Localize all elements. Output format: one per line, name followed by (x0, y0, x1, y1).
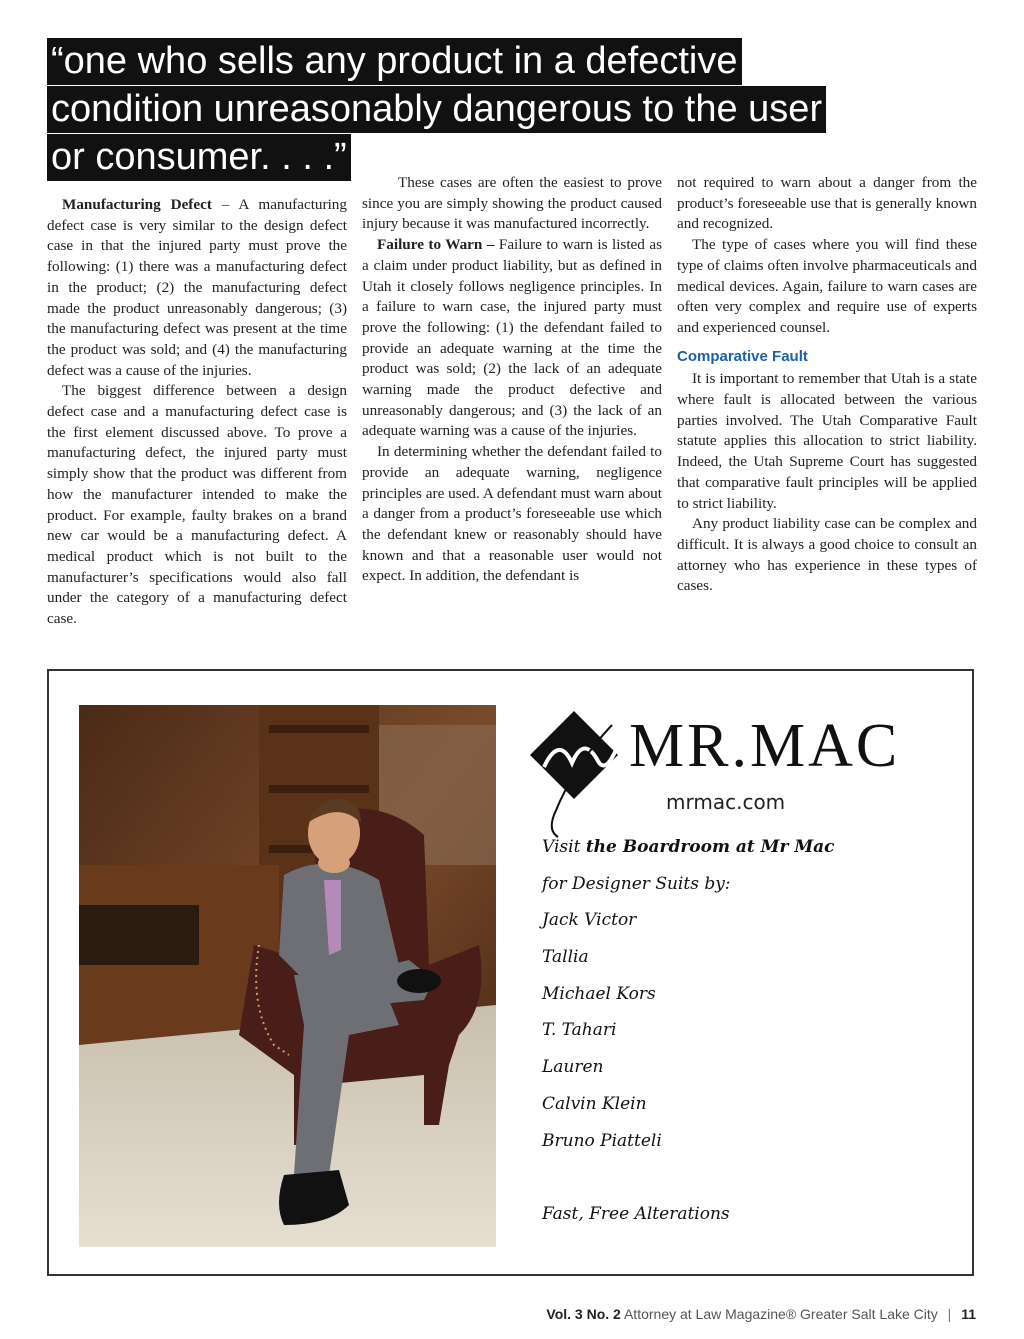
paragraph-text: Failure to warn is listed as a claim under product liability, but as defined in Utah it closely follows negligence principles. In a failure to warn case, the injured party must prove the following: (1) the defendant failed to provide an adequate warning at the time the product was sold; (2) the lack of an adequate warning made the product defective and unreasonably dangerous; and (3) the lack of an adequate warning was a cause of the injuries. (362, 236, 662, 440)
paragraph: It is important to remember that Utah is a state where fault is allocated between the various parties involved. The Utah Comparative Fault statute applies this allocation to strict liability. Indeed, the Utah Supreme Court has suggested that comparative fault principles will be applied to strict liability. (677, 370, 977, 512)
ad-brand-item: Calvin Klein (542, 1093, 647, 1114)
footer-volume: Vol. 3 No. 2 (546, 1306, 621, 1322)
footer-magazine: Attorney at Law Magazine® Greater Salt Lake City (623, 1306, 938, 1322)
page-number: 11 (961, 1306, 976, 1322)
ad-boardroom-text: the Boardroom at Mr Mac (585, 837, 835, 857)
paragraph-text: – A manufacturing defect case is very similar to the design defect case in that the injured party must prove the following: (1) there was a manufacturing defect in the product; (2) the manufacturing defect made the product unreasonably dangerous; (3) the manufacturing defect was present at the time the product was sold; and (4) the manufacturing defect was a cause of the injuries. (47, 196, 347, 379)
article-column-3 (677, 173, 977, 597)
ad-brand-item: T. Tahari (542, 1020, 617, 1041)
ad-brand-item: Jack Victor (542, 910, 637, 931)
paragraph: These cases are often the easiest to prove since you are simply showing the product caused injury because it was manufactured incorrectly. (362, 174, 662, 233)
ad-visit-text: Visit (542, 837, 586, 857)
page-footer (546, 1306, 976, 1322)
paragraph: The type of cases where you will find these type of claims often involve pharmaceuticals and medical devices. Again, failure to warn cases are often very complex and require use of experts and experienced counsel. (677, 236, 977, 336)
brand-url: mrmac.com (666, 790, 786, 814)
pull-quote (47, 38, 907, 182)
ad-brand-item: Lauren (542, 1057, 604, 1078)
brand-name: MR.MAC (629, 712, 901, 780)
pull-quote-line: condition unreasonably dangerous to the user (47, 86, 826, 133)
ad-visit-line (542, 829, 962, 866)
ad-alterations-line: Fast, Free Alterations (542, 1203, 730, 1224)
pull-quote-line: “one who sells any product in a defective (47, 38, 742, 85)
article-column-1 (47, 195, 347, 630)
section-lead: Manufacturing Defect (62, 196, 212, 213)
article-column-2 (362, 173, 662, 587)
ad-text-list (542, 829, 962, 1233)
pull-quote-line: or consumer. . . .” (47, 134, 351, 181)
paragraph: In determining whether the defendant failed to provide an adequate warning, negligence principles are used. A defendant must warn about a danger from a product’s foreseeable use which the defendant knew or reasonably should have known and that a reasonable user would not expect. In addition, the defendant is (362, 443, 662, 585)
section-lead: Failure to Warn – (377, 236, 495, 254)
footer-separator: | (947, 1306, 952, 1322)
paragraph: Any product liability case can be complex and difficult. It is always a good choice to consult an attorney who has experience in these types of cases. (677, 515, 977, 595)
portrait-illustration (79, 705, 496, 1247)
paragraph (47, 195, 347, 381)
ad-brand-item: Michael Kors (542, 983, 656, 1004)
mr-mac-logo-icon (514, 705, 634, 845)
advertisement (47, 669, 974, 1276)
ad-brand-item: Bruno Piatteli (542, 1130, 662, 1151)
ad-brand-item: Tallia (542, 947, 589, 968)
paragraph: not required to warn about a danger from the product’s foreseeable use that is generally known and recognized. (677, 174, 977, 233)
paragraph (362, 235, 662, 442)
portrait-photo (79, 705, 496, 1247)
paragraph: The biggest difference between a design defect case and a manufacturing defect case is the first element discussed above. To prove a manufacturing defect, the injured party must simply show that the product was different from how the manufacturer intended to make the product. For example, faulty brakes on a brand new car would be a manufacturing defect. A medical product which is not built to the manufacturer’s specifications would also fall under the category of a manufacturing defect case. (47, 382, 347, 628)
section-heading: Comparative Fault (677, 347, 808, 365)
ad-designer-line: for Designer Suits by: (542, 873, 731, 894)
